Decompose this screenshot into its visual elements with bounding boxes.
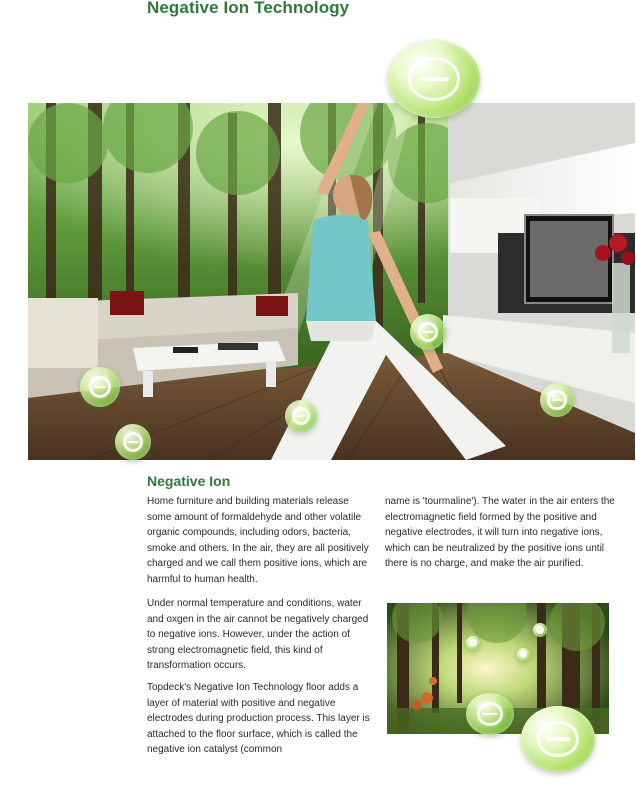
negative-ion-icon [521, 706, 595, 772]
paragraph-2: Under normal temperature and conditions, water and oxgen in the air cannot be negatively charged to negative ions. However, under the action of strong electromagnetic field, this kind of transformation occurs. [147, 598, 369, 672]
negative-ion-icon [517, 648, 530, 661]
negative-ion-icon [540, 383, 574, 417]
negative-ion-icon [533, 623, 547, 637]
paragraph-3: Topdeck's Negative Ion Technology floor adds a layer of material with positive and negative electrodes during production process. This layer is attached to the floor surface, which is called the negative ion catalyst (common [147, 682, 370, 756]
paragraph-4: name is 'tourmaline'). The water in the air enters the electromagnetic field formed by the positive and negative electrodes, it will turn into negative ions, which can be neutralized by the positive ions until there is no charge, and make the air purified. [385, 496, 615, 570]
section-heading: Negative Ion [147, 473, 231, 489]
negative-ion-icon [466, 693, 514, 735]
negative-ion-icon [115, 424, 151, 460]
paragraph-1: Home furniture and building materials release some amount of formaldehyde and other volatile organic compounds, including odors, bacteria, smoke and others. In the air, they are all positively charged and we call them positive ions, which are harmful to human health. [147, 496, 369, 585]
page-title: Negative Ion Technology [147, 0, 350, 17]
negative-ion-icon [80, 367, 120, 407]
negative-ion-icon [285, 400, 317, 432]
negative-ion-icon [466, 636, 480, 650]
negative-ion-icon [388, 40, 480, 118]
negative-ion-icon [410, 314, 446, 350]
